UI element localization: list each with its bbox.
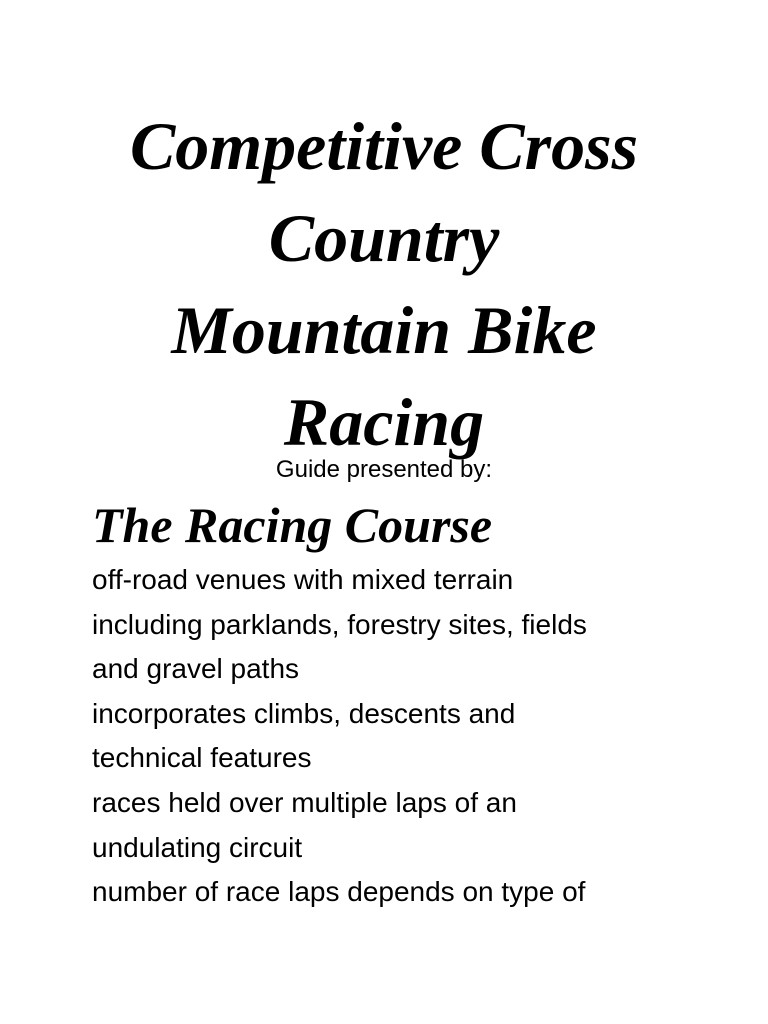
section-heading: The Racing Course (92, 497, 493, 553)
body-line: technical features (92, 742, 312, 774)
presenter-subtitle: Guide presented by: (275, 456, 493, 483)
body-line: races held over multiple laps of an (92, 786, 517, 818)
body-line: and gravel paths (92, 653, 300, 685)
title-line: Competitive Cross (129, 108, 639, 184)
title-line: Racing (283, 384, 485, 460)
section-body (92, 558, 762, 915)
title-line: Country (268, 200, 500, 276)
body-line: including parklands, forestry sites, fields (92, 608, 587, 640)
body-line: number of race laps depends on type of (92, 876, 586, 908)
body-line: off-road venues with mixed terrain (92, 564, 514, 595)
title-line: Mountain Bike (171, 292, 597, 368)
body-line: incorporates climbs, descents and (92, 697, 516, 729)
body-line: undulating circuit (92, 831, 303, 863)
document-title (0, 100, 768, 468)
